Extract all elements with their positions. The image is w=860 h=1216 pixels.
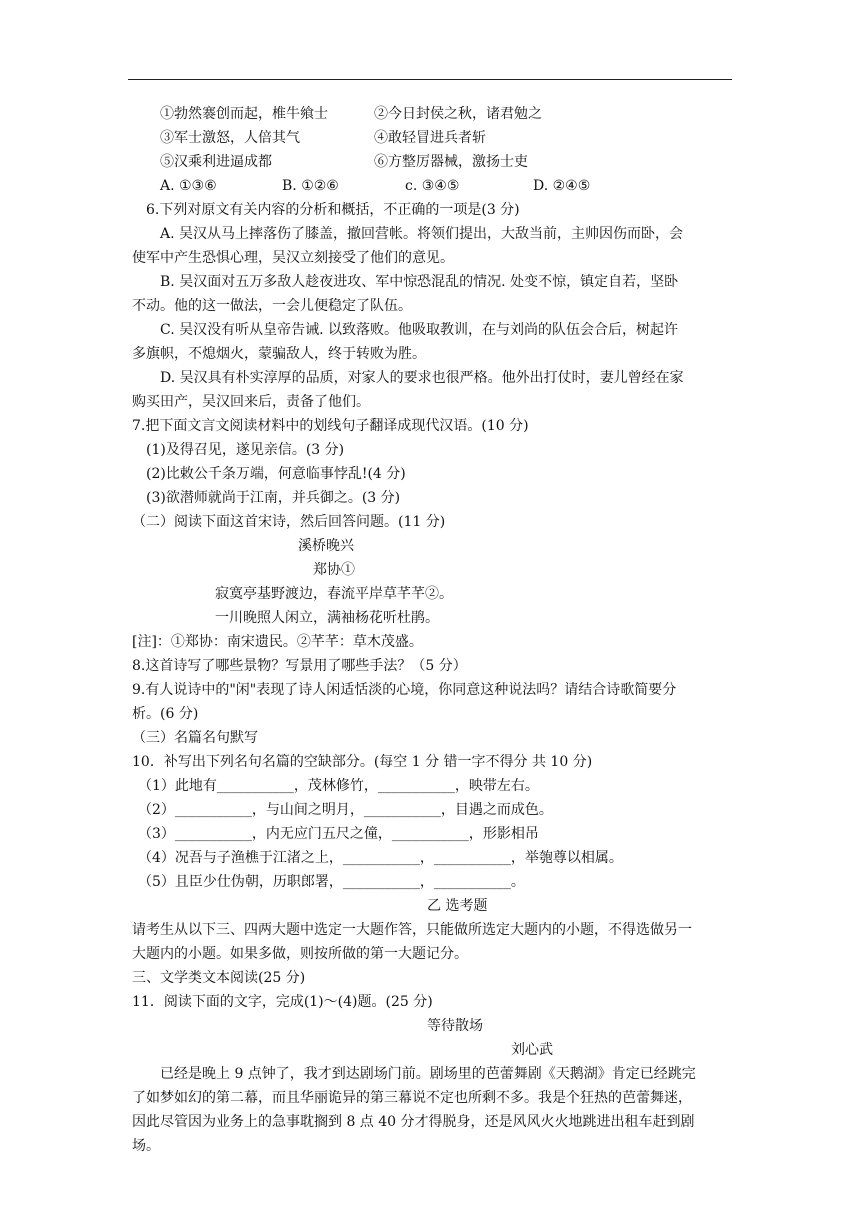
choice-text: 购买田产，吴汉回来后，责备了他们。 [132, 394, 370, 410]
option-line: ④敢轻冒进兵者斩 [374, 130, 486, 146]
answer-choice: c. ③④⑤ [405, 178, 460, 194]
choice-text: 多旗帜，不熄烟火，蒙骗敌人，终于转败为胜。 [132, 346, 426, 362]
article-title: 等待散场 [427, 1018, 483, 1034]
option-line: ⑥方整厉器械，激扬士吏 [374, 154, 528, 170]
poem-note: [注]：①郑协：南宋遗民。②芊芊：草木茂盛。 [132, 634, 423, 650]
option-line: ③军士激怒，人倍其气 [160, 130, 300, 146]
fill-blank-item: （3）___________，内无应门五尺之僮，___________，形影相吊 [138, 826, 539, 842]
question-stem: 10．补写出下列名句名篇的空缺部分。(每空 1 分 错一字不得分 共 10 分) [132, 754, 593, 770]
article-paragraph-line: 已经是晚上 9 点钟了，我才到达剧场门前。剧场里的芭蕾舞剧《天鹅湖》肯定已经跳完 [160, 1066, 696, 1082]
poem-line: 寂寞亭基野渡边，春流平岸草芊芊②。 [215, 586, 453, 602]
header-rule [128, 79, 732, 80]
choice-text: D. 吴汉具有朴实淳厚的品质，对家人的要求也很严格。他外出打仗时，妻儿曾经在家 [160, 370, 684, 386]
question-stem: 11．阅读下面的文字，完成(1)～(4)题。(25 分) [132, 994, 433, 1010]
choice-text: A. 吴汉从马上摔落伤了膝盖，撤回营帐。将领们提出，大敌当前，主帅因伤而卧，会 [160, 226, 684, 242]
question-stem: 8.这首诗写了哪些景物？写景用了哪些手法？（5 分） [132, 658, 467, 674]
sub-item: (1)及得召见，遂见亲信。(3 分) [146, 442, 345, 458]
poem-title: 溪桥晚兴 [298, 538, 354, 554]
section-heading: （二）阅读下面这首宋诗，然后回答问题。(11 分) [132, 514, 446, 530]
poem-author: 郑协① [313, 562, 355, 578]
option-line: ①勃然褰创而起，椎牛飨士 [160, 106, 328, 122]
choice-text: C. 吴汉没有听从皇帝告诫. 以致落败。他吸取教训，在与刘尚的队伍会合后，树起许 [160, 322, 679, 338]
instruction-text: 请考生从以下三、四两大题中选定一大题作答，只能做所选定大题内的小题，不得选做另一 [132, 922, 692, 938]
question-stem: 7.把下面文言文阅读材料中的划线句子翻译成现代汉语。(10 分) [132, 418, 529, 434]
question-stem: 6.下列对原文有关内容的分析和概括，不正确的一项是(3 分) [146, 202, 520, 218]
option-line: ②今日封侯之秋，诸君勉之 [374, 106, 542, 122]
article-paragraph-line: 场。 [132, 1138, 160, 1154]
fill-blank-item: （4）况吾与子渔樵于江渚之上，___________，___________，举匏尊以相属。 [138, 850, 623, 866]
article-author: 刘心武 [511, 1042, 553, 1058]
question-stem: 析。(6 分) [132, 706, 199, 722]
fill-blank-item: （5）且臣少仕伪朝，历职郎署，___________，___________。 [138, 874, 525, 890]
choice-text: 不动。他的这一做法，一会儿便稳定了队伍。 [132, 298, 412, 314]
article-paragraph-line: 因此尽管因为业务上的急事耽搁到 8 点 40 分才得脱身，还是风风火火地跳进出租车赶到剧 [132, 1114, 695, 1130]
choice-text: B. 吴汉面对五万多敌人趁夜进攻、军中惊恐混乱的情况. 处变不惊，镇定自若，坚卧 [160, 274, 679, 290]
section-heading: （三）名篇名句默写 [132, 730, 258, 746]
option-line: ⑤汉乘利进逼成都 [160, 154, 272, 170]
part-heading: 乙 选考题 [427, 898, 488, 914]
sub-item: (2)比敕公千条万端，何意临事悖乱!(4 分) [146, 466, 406, 482]
answer-choice: D. ②④⑤ [533, 178, 591, 194]
choice-text: 使军中产生恐惧心理，吴汉立刻接受了他们的意见。 [132, 250, 454, 266]
question-stem: 9.有人说诗中的"闲"表现了诗人闲适恬淡的心境，你同意这种说法吗？请结合诗歌简要分 [132, 682, 677, 698]
fill-blank-item: （2）___________，与山间之明月，___________，目遇之而成色。 [138, 802, 553, 818]
poem-line: 一川晚照人闲立，满袖杨花听杜鹃。 [215, 610, 439, 626]
fill-blank-item: （1）此地有___________，茂林修竹，___________，映带左右。 [138, 778, 539, 794]
sub-item: (3)欲潜师就尚于江南，并兵御之。(3 分) [146, 490, 401, 506]
answer-choice: A. ①③⑥ [160, 178, 217, 194]
answer-choice: B. ①②⑥ [282, 178, 339, 194]
article-paragraph-line: 了如梦如幻的第二幕，而且华丽诡异的第三幕说不定也所剩不多。我是个狂热的芭蕾舞迷， [132, 1090, 692, 1106]
instruction-text: 大题内的小题。如果多做，则按所做的第一大题记分。 [132, 946, 468, 962]
section-heading: 三、文学类文本阅读(25 分) [132, 970, 306, 986]
